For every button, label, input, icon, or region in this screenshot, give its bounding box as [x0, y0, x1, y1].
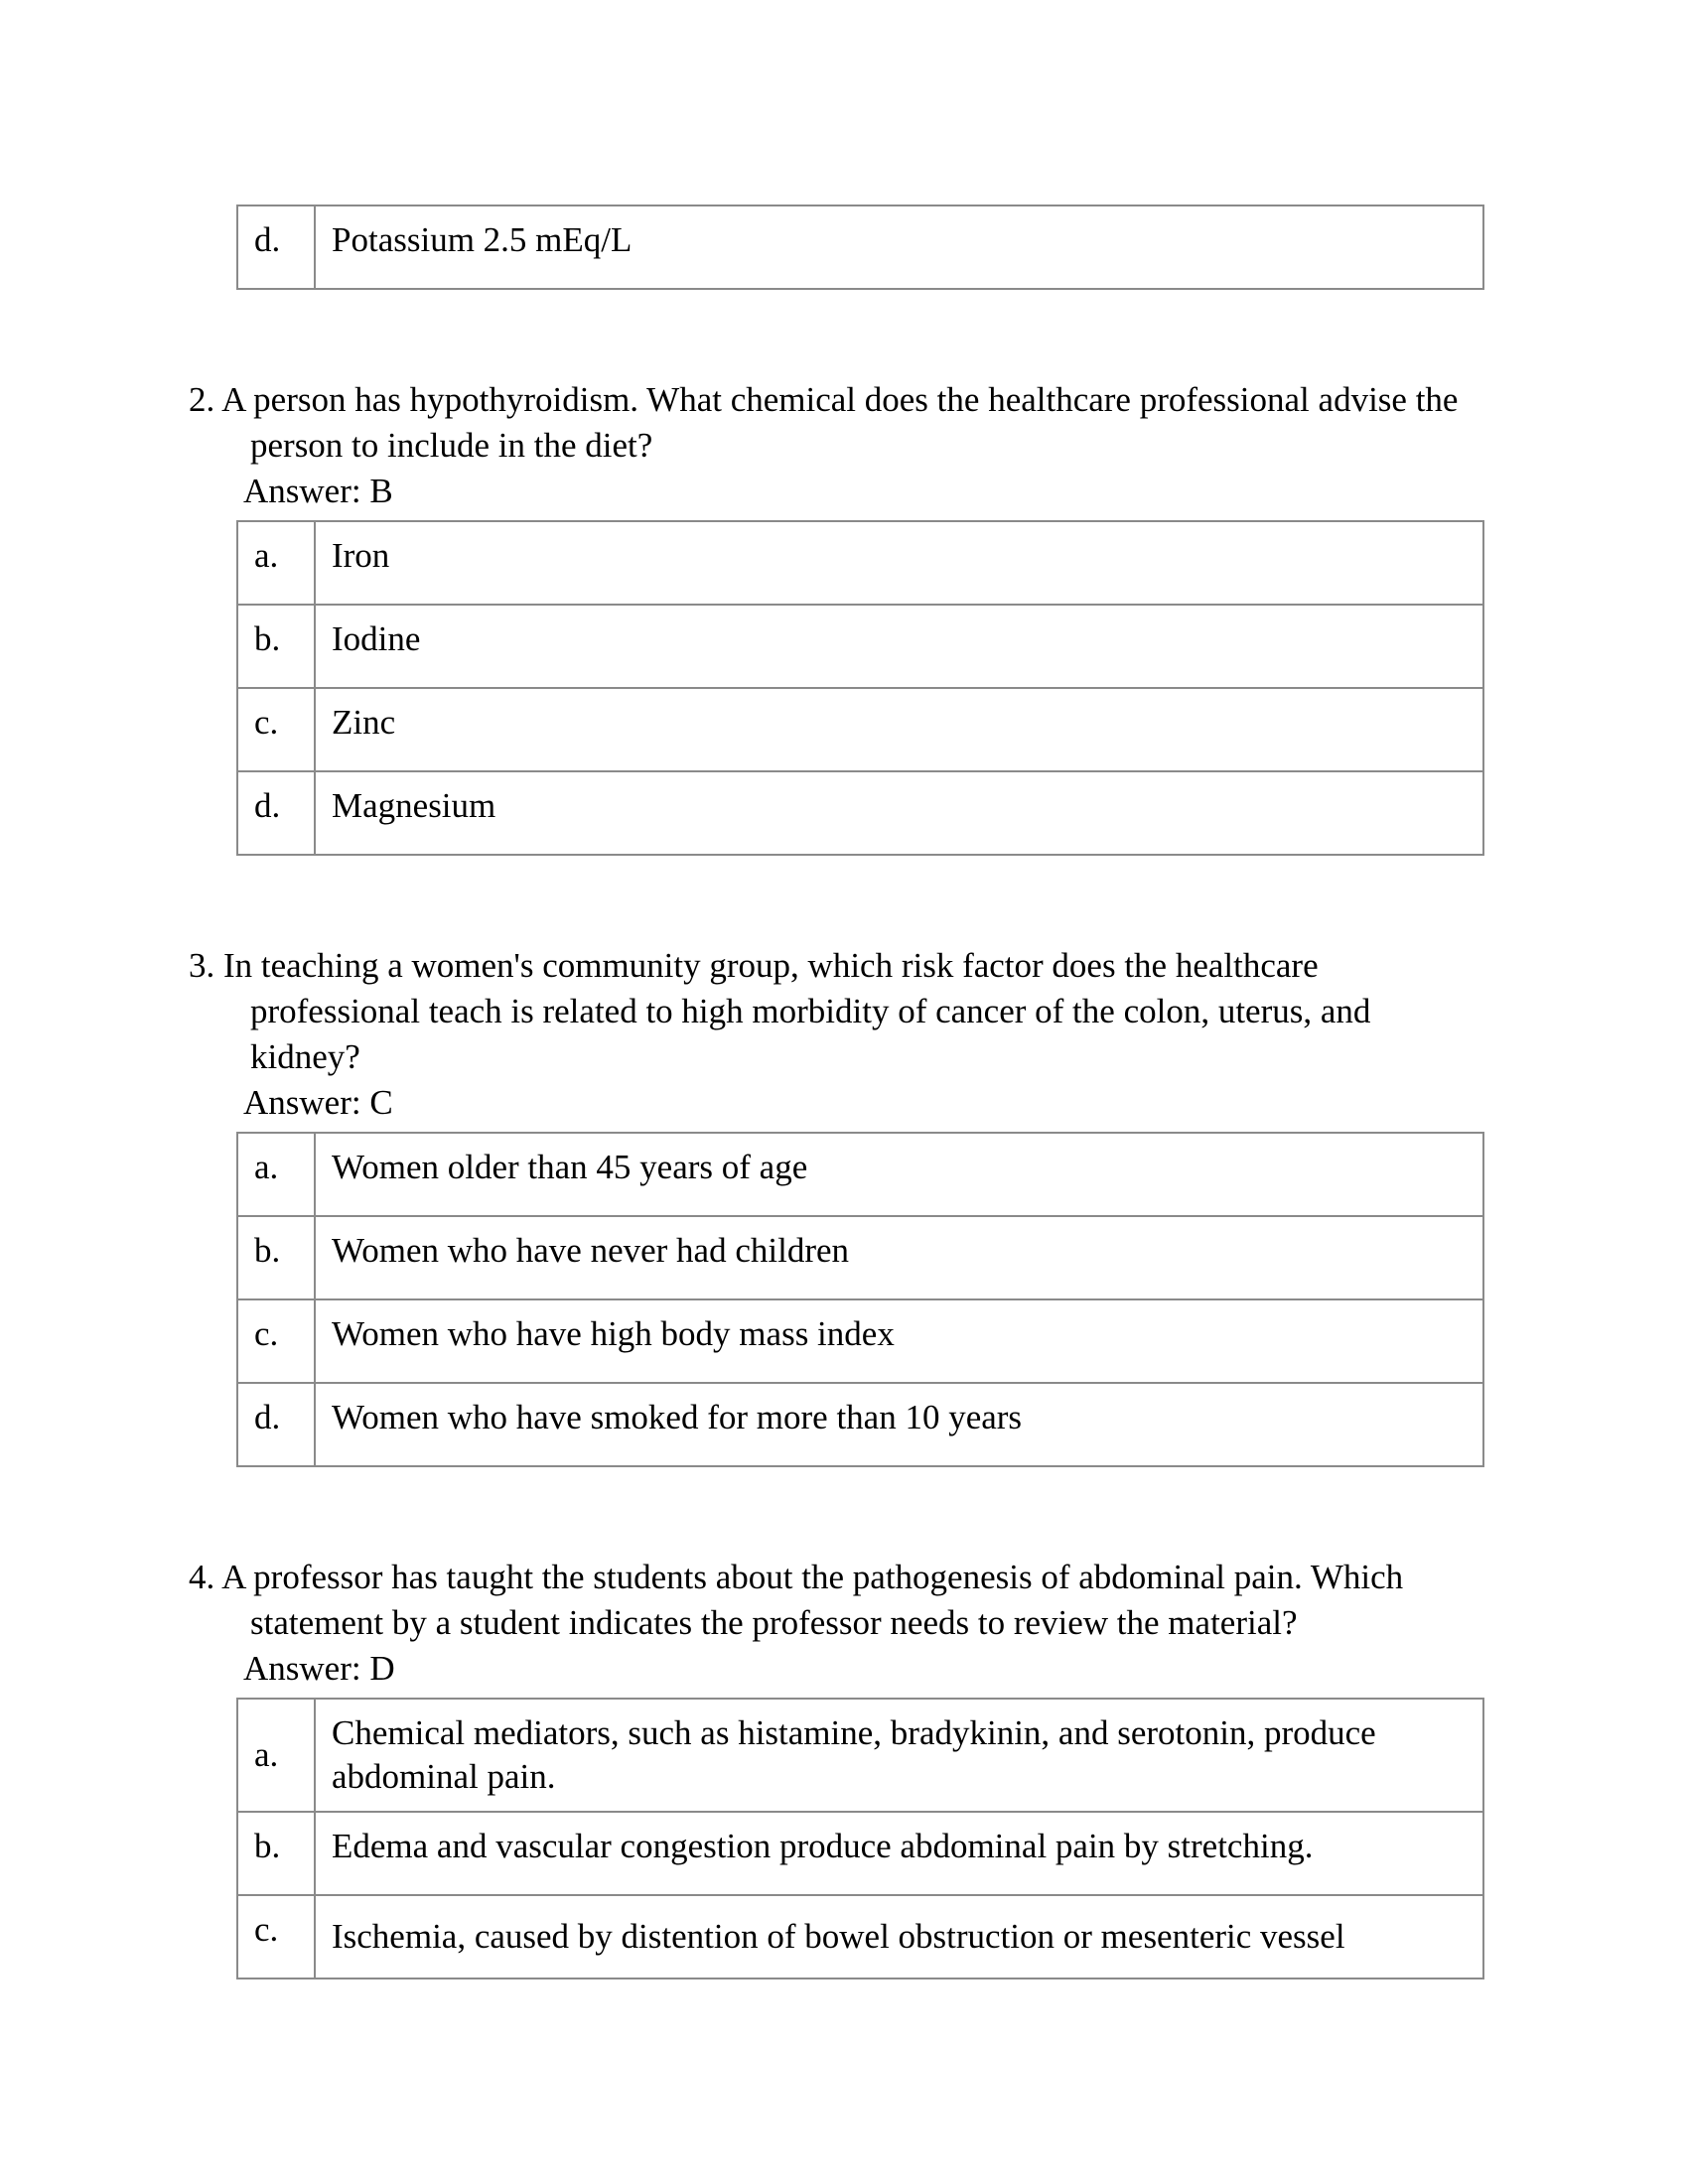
option-text: Women older than 45 years of age: [315, 1133, 1483, 1216]
option-letter: a.: [237, 1133, 315, 1216]
option-text: Women who have smoked for more than 10 years: [315, 1383, 1483, 1466]
option-letter: b.: [237, 1216, 315, 1299]
option-row: [237, 688, 1483, 771]
option-row: [237, 1133, 1483, 1216]
option-text: Women who have high body mass index: [315, 1299, 1483, 1383]
question-text: 4. A professor has taught the students about the pathogenesis of abdominal pain. Which statement by a student indicates the professor needs to review the material?: [189, 1558, 1404, 1642]
question-text: 2. A person has hypothyroidism. What chemical does the healthcare professional advise the person to include in the diet?: [189, 380, 1459, 465]
option-text: Magnesium: [315, 771, 1483, 855]
question-block-partial: [189, 205, 1688, 290]
option-row: [237, 1895, 1483, 1979]
option-letter: b.: [237, 1812, 315, 1895]
option-letter: c.: [237, 1299, 315, 1383]
option-letter: a.: [237, 1699, 315, 1812]
option-row: [237, 1216, 1483, 1299]
option-row: [237, 1699, 1483, 1812]
question-block-3: [189, 943, 1688, 1467]
options-table: [236, 1132, 1484, 1467]
options-table: [236, 520, 1484, 856]
question-block-4: [189, 1555, 1688, 1979]
answer-label: Answer: C: [243, 1083, 393, 1122]
option-text: Ischemia, caused by distention of bowel obstruction or mesenteric vessel: [315, 1895, 1483, 1979]
option-row: [237, 605, 1483, 688]
option-row: [237, 1299, 1483, 1383]
option-row: [237, 205, 1483, 289]
option-row: [237, 771, 1483, 855]
answer-label: Answer: D: [243, 1649, 395, 1688]
option-letter: d.: [237, 771, 315, 855]
option-row: [237, 1812, 1483, 1895]
option-row: [237, 521, 1483, 605]
question-text: 3. In teaching a women's community group, which risk factor does the healthcare professional teach is related to high morbidity of cancer of the colon, uterus, and kidney?: [189, 946, 1371, 1076]
options-table: [236, 205, 1484, 290]
option-text: Iodine: [315, 605, 1483, 688]
option-letter: d.: [237, 205, 315, 289]
option-text: Iron: [315, 521, 1483, 605]
question-block-2: [189, 377, 1688, 856]
option-letter: c.: [237, 688, 315, 771]
option-text: Edema and vascular congestion produce abdominal pain by stretching.: [315, 1812, 1483, 1895]
option-letter: b.: [237, 605, 315, 688]
option-letter: a.: [237, 521, 315, 605]
option-text: Zinc: [315, 688, 1483, 771]
option-text: Women who have never had children: [315, 1216, 1483, 1299]
option-text: Chemical mediators, such as histamine, bradykinin, and serotonin, produce abdominal pain.: [315, 1699, 1483, 1812]
option-row: [237, 1383, 1483, 1466]
option-letter: c.: [237, 1895, 315, 1979]
options-table: [236, 1698, 1484, 1979]
answer-label: Answer: B: [243, 472, 393, 510]
option-text: Potassium 2.5 mEq/L: [315, 205, 1483, 289]
option-letter: d.: [237, 1383, 315, 1466]
